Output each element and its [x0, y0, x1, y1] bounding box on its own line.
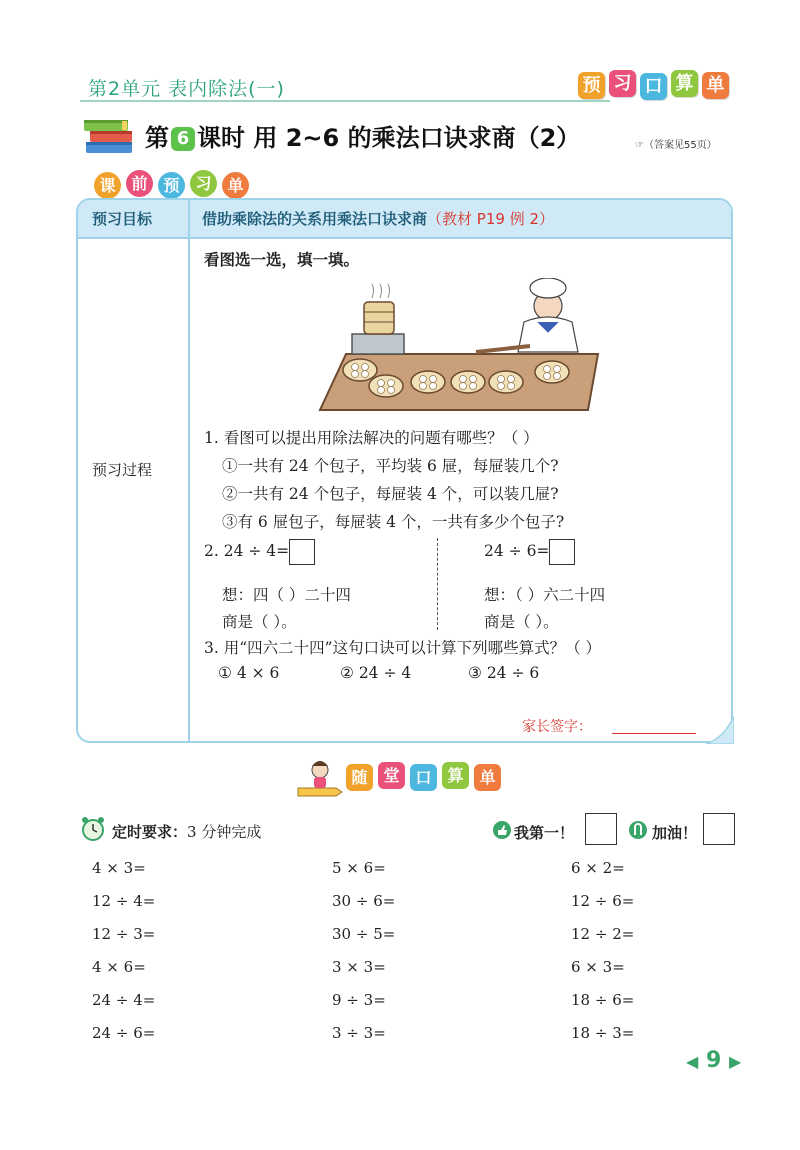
drill-item: 18 ÷ 6= [571, 991, 635, 1009]
chef-steamers-illustration [316, 278, 602, 414]
cheer-label: 加油！ [652, 824, 698, 842]
page-number: 9 [705, 1048, 722, 1073]
q1-option: ③有 6 屉包子，每屉装 4 个，一共有多少个包子? [222, 513, 565, 531]
q2-left-equation [204, 539, 315, 565]
drill-item: 3 ÷ 3= [332, 1024, 386, 1042]
title-suffix: 课时 用 2~6 的乘法口诀求商（2） [197, 124, 581, 152]
q2-left-eq-text: 2. 24 ÷ 4= [204, 542, 290, 560]
preview-tag [578, 70, 738, 102]
drill-item: 12 ÷ 6= [571, 892, 635, 910]
answer-box[interactable] [289, 539, 315, 565]
drill-item: 6 × 2= [571, 859, 625, 877]
alarm-clock-icon [80, 816, 106, 842]
answer-reference: ☞（答案见55页） [635, 140, 717, 151]
title-prefix: 第 [145, 124, 169, 152]
section-tag-drill [346, 762, 526, 792]
instruction: 看图选一选，填一填。 [204, 251, 360, 269]
drill-item: 24 ÷ 6= [92, 1024, 156, 1042]
section-tag-preview [94, 170, 274, 200]
drill-item: 6 × 3= [571, 958, 625, 976]
tag-char: 算 [671, 70, 698, 97]
drill-item: 24 ÷ 4= [92, 991, 156, 1009]
drill-item: 12 ÷ 2= [571, 925, 635, 943]
drill-item: 9 ÷ 3= [332, 991, 386, 1009]
drill-item: 12 ÷ 3= [92, 925, 156, 943]
table-column-divider [188, 200, 190, 741]
drill-item: 5 × 6= [332, 859, 386, 877]
section-char: 预 [158, 172, 185, 199]
thumbs-up-icon [492, 820, 512, 840]
q3-option: ② 24 ÷ 4 [340, 664, 412, 682]
first-checkbox[interactable] [585, 813, 617, 845]
q2-right-eq-text: 24 ÷ 6= [484, 542, 550, 560]
goal-textbook-ref: （教材 P19 例 2） [427, 210, 554, 228]
header-divider [80, 100, 610, 102]
lesson-number-badge: 6 [171, 127, 195, 151]
goal-label: 预习目标 [92, 210, 153, 228]
lesson-title [145, 118, 580, 153]
section-char: 随 [346, 764, 373, 791]
section-char: 前 [126, 170, 153, 197]
q1-stem: 1. 看图可以提出用除法解决的问题有哪些？（ ） [204, 429, 539, 447]
q2-right-think: 想：（ ）六二十四 [484, 586, 606, 604]
tag-char: 预 [578, 72, 605, 99]
unit-title: 第2单元 表内除法(一) [88, 78, 285, 100]
q1-option: ②一共有 24 个包子，每屉装 4 个，可以装几屉? [222, 485, 559, 503]
timer-label: 定时要求： [112, 823, 188, 841]
cheer-icon [628, 820, 648, 840]
prev-arrow-icon: ◀ [686, 1052, 699, 1071]
drill-item: 12 ÷ 4= [92, 892, 156, 910]
q2-right-quotient: 商是（ ）。 [484, 613, 559, 631]
process-label: 预习过程 [92, 461, 153, 479]
section-char: 课 [94, 172, 121, 199]
section-char: 口 [410, 764, 437, 791]
tag-char: 习 [609, 70, 636, 97]
next-arrow-icon: ▶ [728, 1052, 742, 1071]
tag-char: 单 [702, 72, 729, 99]
drill-item: 18 ÷ 3= [571, 1024, 635, 1042]
q3-option: ① 4 × 6 [218, 664, 280, 682]
kid-on-pencil-icon [296, 758, 344, 800]
drill-item: 4 × 3= [92, 859, 146, 877]
q2-right-equation [484, 539, 575, 565]
section-char: 单 [222, 172, 249, 199]
q2-left-quotient: 商是（ ）。 [222, 613, 297, 631]
section-char: 习 [190, 170, 217, 197]
tag-char: 口 [640, 73, 667, 100]
parent-signature-label: 家长签字： [522, 719, 592, 735]
drill-item: 30 ÷ 5= [332, 925, 396, 943]
q2-divider [437, 538, 438, 630]
answer-box[interactable] [549, 539, 575, 565]
cheer-checkbox[interactable] [703, 813, 735, 845]
timer-requirement [112, 821, 261, 842]
drill-item: 4 × 6= [92, 958, 146, 976]
drill-item: 30 ÷ 6= [332, 892, 396, 910]
timer-text: 3 分钟完成 [187, 823, 262, 841]
page-number-nav [686, 1048, 741, 1073]
drill-item: 3 × 3= [332, 958, 386, 976]
q3-option: ③ 24 ÷ 6 [468, 664, 540, 682]
goal-text-row [202, 208, 554, 229]
section-char: 单 [474, 764, 501, 791]
parent-signature-line[interactable] [612, 733, 696, 734]
q3-stem: 3. 用“四六二十四”这句口诀可以计算下列哪些算式？（ ） [204, 639, 601, 657]
section-char: 算 [442, 762, 469, 789]
section-char: 堂 [378, 762, 405, 789]
goal-text: 借助乘除法的关系用乘法口诀求商 [202, 210, 428, 228]
page-curl-icon [706, 716, 734, 744]
q1-option: ①一共有 24 个包子，平均装 6 屉，每屉装几个? [222, 457, 559, 475]
books-icon [82, 114, 138, 156]
q2-left-think: 想：四（ ）二十四 [222, 586, 351, 604]
first-label: 我第一！ [514, 824, 575, 842]
